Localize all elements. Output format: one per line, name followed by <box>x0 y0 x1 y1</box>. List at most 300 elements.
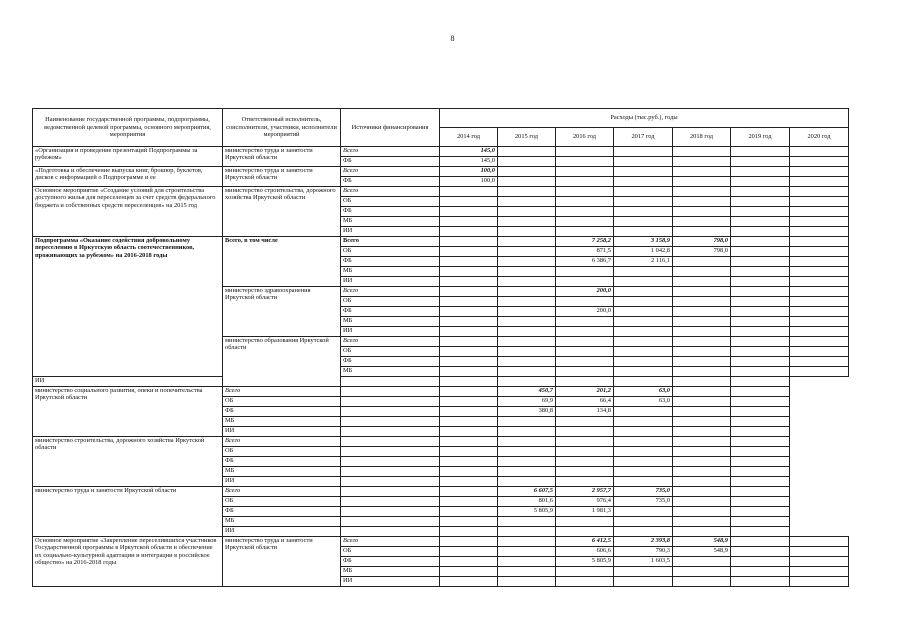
row-executor: министерство труда и занятости Иркутской области <box>223 147 341 167</box>
row-value <box>731 497 790 507</box>
table-row <box>33 487 849 497</box>
row-value <box>556 417 614 427</box>
row-value <box>498 517 556 527</box>
row-value <box>440 197 498 207</box>
row-value: 1 042,8 <box>614 247 673 257</box>
row-value <box>790 267 849 277</box>
row-source: ИИ <box>341 577 440 587</box>
row-value <box>673 437 731 447</box>
row-value <box>673 287 731 297</box>
row-value: 145,0 <box>440 147 498 157</box>
row-value: 798,0 <box>673 237 731 247</box>
row-value: 6 607,5 <box>498 487 556 497</box>
row-value <box>440 287 498 297</box>
row-source: ИИ <box>223 527 341 537</box>
row-value <box>731 317 790 327</box>
row-value <box>498 287 556 297</box>
row-value: 63,0 <box>614 387 673 397</box>
row-value <box>790 147 849 157</box>
row-value <box>498 547 556 557</box>
row-value <box>614 427 673 437</box>
row-value <box>556 337 614 347</box>
row-source: Всего <box>341 537 440 547</box>
header-year: 2017 год <box>614 128 673 147</box>
row-value <box>498 567 556 577</box>
row-value <box>731 327 790 337</box>
row-executor: министерство здравоохранения Иркутской области <box>223 287 341 337</box>
row-value <box>790 257 849 267</box>
row-value <box>440 337 498 347</box>
row-value <box>498 187 556 197</box>
row-value <box>341 417 440 427</box>
row-value <box>614 317 673 327</box>
row-value <box>790 317 849 327</box>
row-value <box>440 557 498 567</box>
row-value <box>673 177 731 187</box>
row-value: 134,8 <box>556 407 614 417</box>
row-value <box>731 537 790 547</box>
row-value <box>790 197 849 207</box>
table-row <box>33 167 849 177</box>
row-value <box>790 207 849 217</box>
row-source: ОБ <box>341 297 440 307</box>
table-row <box>33 147 849 157</box>
row-value <box>498 527 556 537</box>
row-value <box>556 467 614 477</box>
row-source: МБ <box>341 267 440 277</box>
row-value <box>731 347 790 357</box>
row-value <box>673 577 731 587</box>
row-value <box>498 237 556 247</box>
row-value <box>673 487 731 497</box>
row-value <box>440 447 498 457</box>
row-value: 801,6 <box>498 497 556 507</box>
row-value <box>556 357 614 367</box>
row-source: ИИ <box>33 377 223 387</box>
row-value <box>731 507 790 517</box>
row-value <box>498 457 556 467</box>
row-value <box>498 327 556 337</box>
row-value <box>440 347 498 357</box>
row-value <box>790 297 849 307</box>
row-source: ФБ <box>341 357 440 367</box>
row-value <box>790 187 849 197</box>
row-value <box>673 467 731 477</box>
row-value <box>731 277 790 287</box>
row-value <box>440 247 498 257</box>
row-value <box>556 317 614 327</box>
row-value <box>731 147 790 157</box>
row-value: 735,0 <box>614 497 673 507</box>
row-value <box>498 577 556 587</box>
row-value <box>731 547 790 557</box>
row-value <box>731 457 790 467</box>
row-value <box>790 277 849 287</box>
row-value <box>731 387 790 397</box>
row-value <box>731 187 790 197</box>
row-value <box>440 257 498 267</box>
row-executor: министерство труда и занятости Иркутской области <box>223 167 341 187</box>
row-value <box>498 267 556 277</box>
row-value <box>556 167 614 177</box>
row-source: МБ <box>223 467 341 477</box>
row-value <box>614 577 673 587</box>
row-value <box>440 457 498 467</box>
row-value <box>673 407 731 417</box>
row-value <box>731 337 790 347</box>
row-value <box>440 427 498 437</box>
header-expenses: Расходы (тыс.руб.), годы <box>440 109 849 128</box>
row-value <box>731 427 790 437</box>
row-value <box>556 187 614 197</box>
row-value <box>341 447 440 457</box>
row-value <box>498 147 556 157</box>
row-value: 735,0 <box>614 487 673 497</box>
header-year: 2015 год <box>498 128 556 147</box>
row-value <box>341 397 440 407</box>
row-value <box>614 447 673 457</box>
row-value: 548,9 <box>673 537 731 547</box>
row-value <box>556 207 614 217</box>
row-value <box>556 197 614 207</box>
row-value <box>614 477 673 487</box>
row-value <box>790 217 849 227</box>
row-value <box>731 237 790 247</box>
row-value: 2 116,1 <box>614 257 673 267</box>
row-value <box>731 227 790 237</box>
header-source: Источники финансирования <box>341 109 440 147</box>
row-value <box>556 147 614 157</box>
row-value <box>614 197 673 207</box>
row-value <box>440 547 498 557</box>
row-value <box>673 207 731 217</box>
row-name: Подпрограмма «Оказание содействия добровольному переселению в Иркутскую область соотечественников, проживающих за рубежом» на 2016-2018 годы <box>33 237 223 377</box>
row-value <box>556 427 614 437</box>
row-value <box>556 437 614 447</box>
row-value <box>556 377 614 387</box>
row-value <box>498 217 556 227</box>
row-value <box>673 567 731 577</box>
table-row <box>33 537 849 547</box>
row-value <box>498 227 556 237</box>
row-source: ОБ <box>223 447 341 457</box>
row-value <box>341 517 440 527</box>
row-value <box>498 317 556 327</box>
row-value <box>498 177 556 187</box>
row-value <box>498 477 556 487</box>
row-value <box>614 267 673 277</box>
row-value <box>440 577 498 587</box>
row-value <box>731 207 790 217</box>
row-value <box>673 527 731 537</box>
row-name: «Организация и проведение презентаций Подпрограммы за рубежом» <box>33 147 223 167</box>
row-value <box>440 497 498 507</box>
row-value <box>673 277 731 287</box>
row-value <box>673 447 731 457</box>
row-value <box>440 437 498 447</box>
row-value <box>341 507 440 517</box>
row-value <box>673 417 731 427</box>
row-value <box>731 517 790 527</box>
row-value <box>614 177 673 187</box>
row-value: 450,7 <box>498 387 556 397</box>
row-value <box>731 467 790 477</box>
row-value <box>341 387 440 397</box>
row-value <box>731 287 790 297</box>
row-value: 63,0 <box>614 397 673 407</box>
row-value <box>440 487 498 497</box>
row-value <box>790 247 849 257</box>
row-value: 100,0 <box>440 167 498 177</box>
row-value <box>341 377 440 387</box>
row-value <box>556 447 614 457</box>
row-value <box>673 157 731 167</box>
row-value <box>556 367 614 377</box>
row-value <box>614 437 673 447</box>
row-value <box>790 227 849 237</box>
row-value <box>731 197 790 207</box>
row-value <box>440 527 498 537</box>
row-value <box>790 337 849 347</box>
row-value <box>440 517 498 527</box>
row-value <box>498 417 556 427</box>
row-value <box>440 187 498 197</box>
row-source: Всего <box>341 167 440 177</box>
row-source: ОБ <box>223 397 341 407</box>
row-source: ИИ <box>223 477 341 487</box>
row-value <box>673 307 731 317</box>
row-source: ОБ <box>341 547 440 557</box>
header-year: 2019 год <box>731 128 790 147</box>
row-value <box>731 557 790 567</box>
row-value <box>440 377 498 387</box>
row-value <box>790 177 849 187</box>
row-value <box>440 387 498 397</box>
row-executor: министерство образования Иркутской области <box>223 337 341 387</box>
row-value: 200,0 <box>556 287 614 297</box>
row-value <box>498 307 556 317</box>
row-source: ИИ <box>223 427 341 437</box>
row-value <box>498 277 556 287</box>
row-source: МБ <box>341 217 440 227</box>
row-value <box>614 417 673 427</box>
row-value <box>731 417 790 427</box>
row-source: ОБ <box>223 497 341 507</box>
row-value <box>614 287 673 297</box>
row-value: 3 158,9 <box>614 237 673 247</box>
row-value <box>556 577 614 587</box>
row-value <box>556 157 614 167</box>
row-value <box>731 357 790 367</box>
row-value <box>790 307 849 317</box>
row-value <box>731 297 790 307</box>
row-executor: министерство труда и занятости Иркутской области <box>33 487 223 537</box>
row-value <box>498 467 556 477</box>
row-value <box>673 147 731 157</box>
row-value <box>673 457 731 467</box>
row-value <box>556 457 614 467</box>
row-value <box>440 467 498 477</box>
row-source: ИИ <box>341 327 440 337</box>
row-value <box>498 447 556 457</box>
row-value <box>498 537 556 547</box>
row-value <box>440 317 498 327</box>
row-value <box>731 217 790 227</box>
row-value <box>790 357 849 367</box>
row-value <box>556 297 614 307</box>
row-value <box>440 477 498 487</box>
row-value <box>673 337 731 347</box>
row-value: 100,0 <box>440 177 498 187</box>
row-value: 7 258,2 <box>556 237 614 247</box>
row-value <box>440 227 498 237</box>
row-value <box>498 557 556 567</box>
row-value <box>556 347 614 357</box>
page-number: 8 <box>450 34 455 43</box>
row-value <box>790 567 849 577</box>
row-executor: министерство строительства, дорожного хозяйства Иркутской области <box>223 187 341 237</box>
row-source: МБ <box>341 367 440 377</box>
row-value <box>341 427 440 437</box>
row-value <box>790 327 849 337</box>
row-source: Всего <box>341 337 440 347</box>
row-value <box>673 557 731 567</box>
row-value <box>614 297 673 307</box>
row-value: 66,4 <box>556 397 614 407</box>
row-value <box>498 377 556 387</box>
row-value <box>790 237 849 247</box>
row-source: ФБ <box>341 157 440 167</box>
row-value <box>731 577 790 587</box>
row-source: ИИ <box>341 227 440 237</box>
row-executor: министерство строительства, дорожного хозяйства Иркутской области <box>33 437 223 487</box>
row-value <box>673 517 731 527</box>
row-value <box>440 567 498 577</box>
row-value: 6 412,5 <box>556 537 614 547</box>
row-value <box>614 327 673 337</box>
row-value <box>498 197 556 207</box>
row-name: Основное мероприятие «Закрепление переселившихся участников Государственной программы в Иркутской области и обеспечение их социально-культурной адаптации и интеграции в российское общество» на 2016-2018 годы <box>33 537 223 587</box>
row-value <box>341 487 440 497</box>
row-value <box>556 477 614 487</box>
row-value <box>790 547 849 557</box>
row-source: Всего <box>341 287 440 297</box>
row-value <box>731 527 790 537</box>
row-value <box>673 327 731 337</box>
row-value <box>498 427 556 437</box>
row-value: 790,3 <box>614 547 673 557</box>
row-value <box>731 167 790 177</box>
row-value <box>614 567 673 577</box>
row-value <box>498 347 556 357</box>
row-value <box>673 187 731 197</box>
row-value <box>614 277 673 287</box>
table-row <box>33 387 849 397</box>
header-year: 2014 год <box>440 128 498 147</box>
row-value <box>673 217 731 227</box>
row-value <box>673 297 731 307</box>
row-value <box>790 167 849 177</box>
row-value <box>440 237 498 247</box>
row-value <box>498 337 556 347</box>
row-value <box>440 367 498 377</box>
row-source: Всего <box>341 187 440 197</box>
header-executor: Ответственный исполнитель, соисполнители, участники, исполнители мероприятий <box>223 109 341 147</box>
row-value <box>498 367 556 377</box>
row-value: 5 805,9 <box>498 507 556 517</box>
row-value <box>614 147 673 157</box>
row-value: 380,8 <box>498 407 556 417</box>
row-value: 2 957,7 <box>556 487 614 497</box>
row-source: МБ <box>341 317 440 327</box>
row-value <box>731 367 790 377</box>
row-value <box>341 467 440 477</box>
row-value <box>341 437 440 447</box>
row-value: 1 603,5 <box>614 557 673 567</box>
row-value <box>440 407 498 417</box>
row-value <box>440 267 498 277</box>
row-value <box>673 257 731 267</box>
row-value <box>556 267 614 277</box>
header-year: 2016 год <box>556 128 614 147</box>
row-source: Всего <box>223 487 341 497</box>
row-value <box>498 257 556 267</box>
row-value: 606,6 <box>556 547 614 557</box>
row-value <box>673 507 731 517</box>
row-value <box>673 197 731 207</box>
row-value <box>731 437 790 447</box>
row-executor: министерство труда и занятости Иркутской области <box>223 537 341 587</box>
row-value <box>614 467 673 477</box>
row-value: 871,5 <box>556 247 614 257</box>
row-source: Всего <box>223 387 341 397</box>
row-value <box>498 157 556 167</box>
row-value <box>731 257 790 267</box>
row-value <box>341 457 440 467</box>
row-value <box>731 397 790 407</box>
row-value <box>614 457 673 467</box>
row-value <box>731 377 790 387</box>
row-value <box>614 367 673 377</box>
row-value: 5 805,9 <box>556 557 614 567</box>
row-executor: министерство социального развития, опеки и попечительства Иркутской области <box>33 387 223 437</box>
row-value <box>498 207 556 217</box>
row-value <box>673 367 731 377</box>
row-value <box>673 387 731 397</box>
row-value: 200,0 <box>556 307 614 317</box>
row-source: ФБ <box>341 177 440 187</box>
row-value <box>790 157 849 167</box>
table-row <box>33 377 849 387</box>
row-value <box>731 267 790 277</box>
row-value <box>440 207 498 217</box>
row-value <box>731 567 790 577</box>
row-value <box>614 347 673 357</box>
row-source: ОБ <box>341 197 440 207</box>
row-value <box>673 317 731 327</box>
row-value <box>614 187 673 197</box>
row-value <box>614 167 673 177</box>
row-value: 2 393,8 <box>614 537 673 547</box>
row-value <box>790 287 849 297</box>
row-value <box>498 297 556 307</box>
row-value <box>556 217 614 227</box>
row-executor: Всего, в том числе <box>223 237 341 287</box>
row-value <box>614 217 673 227</box>
row-value <box>614 507 673 517</box>
row-source: ФБ <box>341 307 440 317</box>
row-value <box>731 447 790 457</box>
